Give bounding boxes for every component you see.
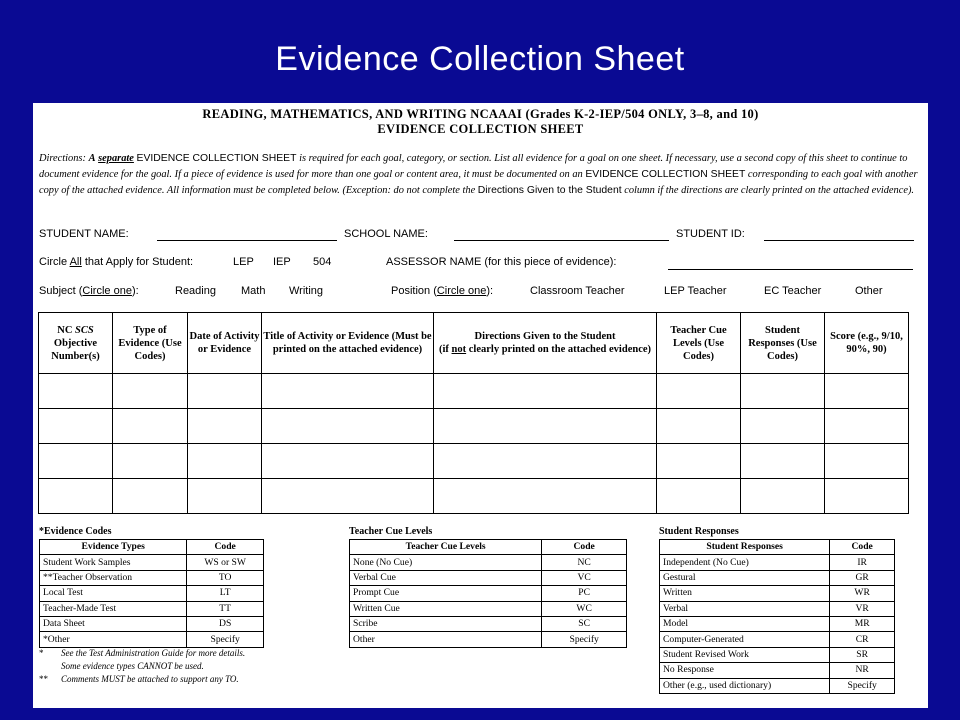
code-label: Verbal (660, 601, 830, 616)
col5-not: not (451, 344, 467, 355)
school-name-field[interactable] (454, 240, 669, 241)
table-cell[interactable] (657, 374, 741, 409)
evidence-sheet (33, 103, 928, 708)
table-cell[interactable] (657, 409, 741, 444)
col-date: Date of Activity or Evidence (188, 313, 262, 374)
code-label: No Response (660, 663, 830, 678)
code-label: Written Cue (350, 601, 542, 616)
slide-title: Evidence Collection Sheet (275, 40, 685, 78)
table-row (40, 616, 264, 631)
table-row (39, 479, 909, 514)
evidence-codes-title: *Evidence Codes (39, 526, 112, 537)
directions-text1: is required for each goal, category, or section. List all evidence for a goal on one sheet. If necessary, use a second copy of this sheet to continue to document evidence for the goal. If a piece of evidence is used for more than one goal or content area, it must be documented on an (39, 153, 908, 180)
col5-a: Directions Given to the Student (474, 331, 616, 342)
position-other[interactable]: Other (855, 285, 883, 297)
table-row (40, 555, 264, 570)
option-504[interactable]: 504 (313, 256, 332, 268)
option-iep[interactable]: IEP (273, 256, 291, 268)
subject-close: ): (131, 285, 139, 297)
col-score: Score (e.g., 9/10, 90%, 90) (825, 313, 909, 374)
table-row (40, 601, 264, 616)
code-value: VC (542, 570, 627, 585)
table-row (350, 586, 627, 601)
table-cell[interactable] (741, 409, 825, 444)
code-value: WS or SW (187, 555, 264, 570)
position-ec-teacher[interactable]: EC Teacher (764, 285, 822, 297)
code-label: Other (e.g., used dictionary) (660, 678, 830, 693)
evidence-table-header (39, 313, 909, 374)
cue-levels-title: Teacher Cue Levels (349, 526, 433, 537)
table-cell[interactable] (113, 374, 188, 409)
table-cell[interactable] (39, 374, 113, 409)
subject-writing[interactable]: Writing (289, 285, 324, 297)
table-cell[interactable] (188, 444, 262, 479)
col1-b: Objective Number(s) (51, 337, 100, 362)
evidence-code-header: Code (187, 540, 264, 555)
school-name-label: SCHOOL NAME: (344, 228, 428, 240)
code-value: VR (830, 601, 895, 616)
table-cell[interactable] (741, 444, 825, 479)
table-row (350, 616, 627, 631)
table-cell[interactable] (113, 479, 188, 514)
note2: Comments MUST be attached to support any TO. (61, 674, 239, 684)
cue-levels-header: Teacher Cue Levels (350, 540, 542, 555)
table-row (350, 570, 627, 585)
table-cell[interactable] (113, 409, 188, 444)
evidence-notes (39, 647, 245, 686)
table-cell[interactable] (262, 374, 434, 409)
code-label: Prompt Cue (350, 586, 542, 601)
table-cell[interactable] (262, 479, 434, 514)
code-value: TT (187, 601, 264, 616)
code-value: Specify (542, 632, 627, 647)
table-row (660, 678, 895, 693)
circle-pre: Circle (39, 256, 68, 268)
table-cell[interactable] (741, 374, 825, 409)
assessor-field[interactable] (668, 269, 913, 270)
code-value: NR (830, 663, 895, 678)
table-cell[interactable] (262, 444, 434, 479)
table-cell[interactable] (434, 374, 657, 409)
student-name-label: STUDENT NAME: (39, 228, 129, 240)
circle-all-label (39, 256, 193, 268)
col1-scs: SCS (75, 324, 94, 336)
code-value: WC (542, 601, 627, 616)
col1-a: NC (57, 324, 76, 336)
table-cell[interactable] (188, 374, 262, 409)
code-value: SC (542, 616, 627, 631)
col-title: Title of Activity or Evidence (Must be printed on the attached evidence) (262, 313, 434, 374)
table-row (40, 586, 264, 601)
directions-text (39, 151, 924, 199)
table-cell[interactable] (113, 444, 188, 479)
table-row (660, 632, 895, 647)
table-cell[interactable] (657, 444, 741, 479)
evidence-types-header: Evidence Types (40, 540, 187, 555)
table-cell[interactable] (39, 444, 113, 479)
subject-math[interactable]: Math (241, 285, 266, 297)
table-row (39, 444, 909, 479)
table-row (660, 647, 895, 662)
table-row (350, 601, 627, 616)
table-row (40, 570, 264, 585)
option-lep[interactable]: LEP (233, 256, 254, 268)
code-label: *Other (40, 632, 187, 647)
cue-levels-table (349, 539, 627, 648)
code-label: Data Sheet (40, 616, 187, 631)
table-row (39, 409, 909, 444)
code-value: PC (542, 586, 627, 601)
code-value: Specify (830, 678, 895, 693)
table-cell[interactable] (825, 479, 909, 514)
student-responses-title: Student Responses (659, 526, 739, 537)
position-classroom-teacher[interactable]: Classroom Teacher (530, 285, 625, 297)
code-label: Model (660, 616, 830, 631)
col5-b: (if (438, 344, 452, 355)
table-row (350, 555, 627, 570)
code-value: Specify (187, 632, 264, 647)
responses-code-header: Code (830, 540, 895, 555)
sheet-header-line2: EVIDENCE COLLECTION SHEET (377, 122, 584, 136)
table-cell[interactable] (39, 479, 113, 514)
directions-dgs: Directions Given to the Student (477, 185, 622, 196)
table-cell[interactable] (825, 374, 909, 409)
evidence-table (38, 312, 909, 514)
table-cell[interactable] (262, 409, 434, 444)
code-value: MR (830, 616, 895, 631)
position-circle-one: Circle one (436, 285, 487, 297)
code-label: Other (350, 632, 542, 647)
code-label: **Teacher Observation (40, 570, 187, 585)
table-row (40, 632, 264, 647)
code-label: Verbal Cue (350, 570, 542, 585)
cue-code-header: Code (542, 540, 627, 555)
position-label (391, 285, 493, 297)
table-cell[interactable] (188, 479, 262, 514)
subject-label (39, 285, 139, 297)
code-label: Local Test (40, 586, 187, 601)
directions-label: Directions: (39, 153, 86, 164)
code-label: Student Work Samples (40, 555, 187, 570)
table-cell[interactable] (657, 479, 741, 514)
student-name-field[interactable] (157, 240, 337, 241)
col5-c: clearly printed on the attached evidence) (466, 344, 652, 355)
table-cell[interactable] (825, 409, 909, 444)
table-row (660, 663, 895, 678)
code-value: GR (830, 570, 895, 585)
directions-ecs1: EVIDENCE COLLECTION SHEET (136, 153, 297, 164)
subject-reading[interactable]: Reading (175, 285, 216, 297)
note1-mark: * (39, 648, 44, 658)
note1-b: Some evidence types CANNOT be used. (61, 661, 204, 671)
code-label: Gestural (660, 570, 830, 585)
code-label: Computer-Generated (660, 632, 830, 647)
col-student-responses: Student Responses (Use Codes) (741, 313, 825, 374)
table-cell[interactable] (39, 409, 113, 444)
table-row (350, 632, 627, 647)
student-responses-table (659, 539, 895, 694)
student-responses-header: Student Responses (660, 540, 830, 555)
code-value: WR (830, 586, 895, 601)
table-cell[interactable] (825, 444, 909, 479)
table-cell[interactable] (434, 444, 657, 479)
directions-separate: separate (98, 153, 134, 164)
table-row (660, 586, 895, 601)
col-objective-number (39, 313, 113, 374)
code-value: IR (830, 555, 895, 570)
table-row (660, 601, 895, 616)
subject-pre: Subject ( (39, 285, 83, 297)
directions-text3: column if the directions are clearly printed on the attached evidence). (624, 185, 915, 196)
table-cell[interactable] (188, 409, 262, 444)
col-teacher-cue: Teacher Cue Levels (Use Codes) (657, 313, 741, 374)
circle-all: All (69, 256, 82, 268)
table-row (660, 555, 895, 570)
table-cell[interactable] (741, 479, 825, 514)
table-cell[interactable] (434, 409, 657, 444)
code-label: None (No Cue) (350, 555, 542, 570)
code-label: Teacher-Made Test (40, 601, 187, 616)
code-value: CR (830, 632, 895, 647)
table-row (39, 374, 909, 409)
code-label: Student Revised Work (660, 647, 830, 662)
directions-text2: corresponding to each goal with another copy of the attached evidence. All information must be completed below. (Exception: do not complete the (39, 169, 918, 196)
subject-circle-one: Circle one (82, 285, 132, 297)
code-value: SR (830, 647, 895, 662)
circle-post: that Apply for Student: (84, 256, 194, 268)
evidence-codes-table (39, 539, 264, 648)
table-row (660, 570, 895, 585)
sheet-header-line1: READING, MATHEMATICS, AND WRITING NCAAAI (Grades K-2-IEP/504 ONLY, 3–8, and 10) (202, 107, 759, 121)
table-row (660, 616, 895, 631)
code-label: Scribe (350, 616, 542, 631)
position-close: ): (486, 285, 494, 297)
code-value: LT (187, 586, 264, 601)
code-value: TO (187, 570, 264, 585)
directions-a: A (88, 153, 96, 164)
position-lep-teacher[interactable]: LEP Teacher (664, 285, 727, 297)
student-id-label: STUDENT ID: (676, 228, 745, 240)
directions-ecs2: EVIDENCE COLLECTION SHEET (585, 169, 746, 180)
col-type-of-evidence: Type of Evidence (Use Codes) (113, 313, 188, 374)
note2-mark: ** (39, 674, 48, 684)
code-value: NC (542, 555, 627, 570)
code-value: DS (187, 616, 264, 631)
code-label: Written (660, 586, 830, 601)
note1-a: See the Test Administration Guide for more details. (61, 648, 246, 658)
col-directions (434, 313, 657, 374)
table-cell[interactable] (434, 479, 657, 514)
assessor-label: ASSESSOR NAME (for this piece of evidence): (386, 256, 617, 268)
position-pre: Position ( (391, 285, 437, 297)
student-id-field[interactable] (764, 240, 914, 241)
code-label: Independent (No Cue) (660, 555, 830, 570)
